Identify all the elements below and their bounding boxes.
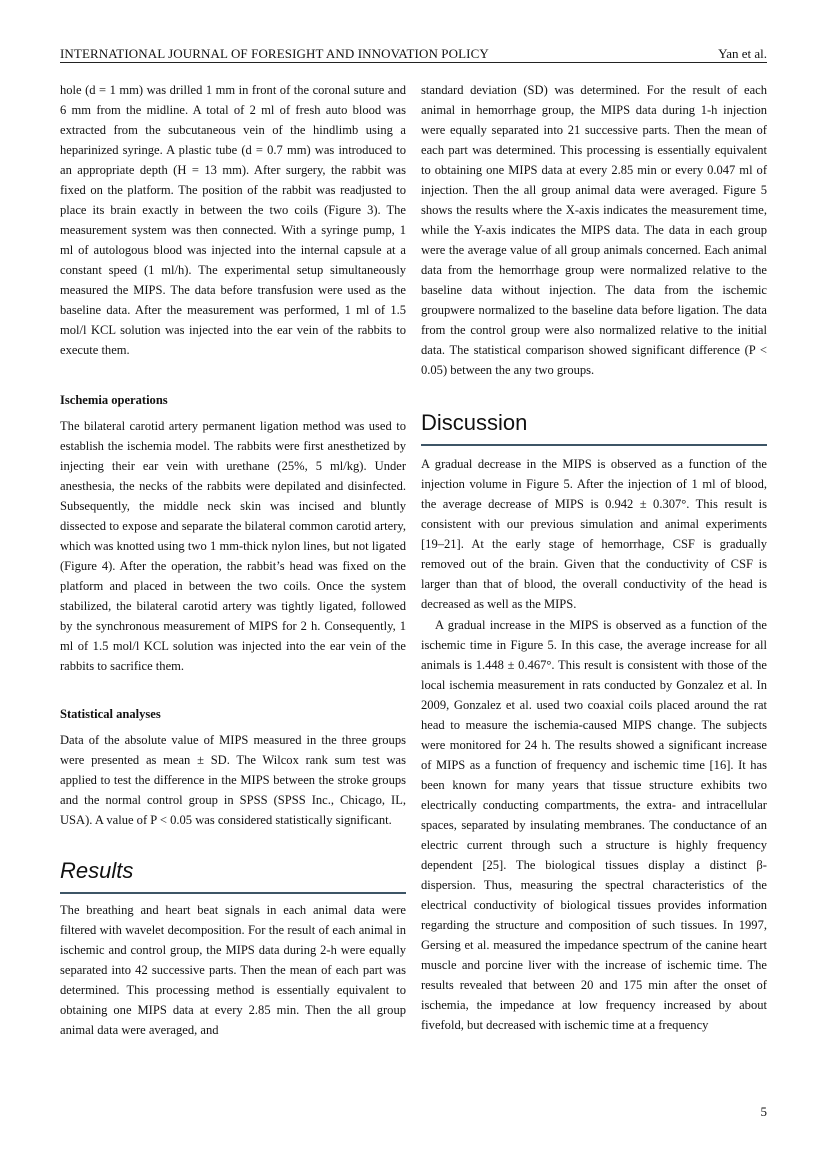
running-header xyxy=(60,40,767,63)
discussion-paragraph-hemorrhage: A gradual decrease in the MIPS is observed as a function of the injection volume in Figure 5. After the injection of 1 ml of blood, the average decrease of MIPS is 0.942 ± 0.307°. This result is consistent with our previous simulation and animal experiments [19–21]. At the early stage of hemorrhage, CSF is gradually removed out of the brain. Given that the conductivity of CSF is larger than that of blood, the overall conductivity of the head is decreased as well as the MIPS. xyxy=(421,457,767,611)
methods-paragraph-hemorrhage: hole (d = 1 mm) was drilled 1 mm in front of the coronal suture and 6 mm from the midline. A total of 2 ml of fresh auto blood was extracted from the subcutaneous vein of the hindlimb using a heparinized syringe. A plastic tube (d = 0.7 mm) was introduced to an appropriate depth (H = 13 mm). After surgery, the rabbit was fixed on the platform. The position of the rabbit was readjusted to place its brain exactly in between the two coils (Figure 3). The measurement system was then connected. With a syringe pump, 1 ml of autologous blood was injected into the internal capsule at a constant speed (1 ml/h). The experimental setup simultaneously measured the MIPS. The data before transfusion were used as the baseline data. After the measurement was performed, 1 ml of 1.5 mol/l KCL solution was injected into the ear vein of the rabbits to execute them. xyxy=(60,83,406,357)
left-column xyxy=(60,80,406,1040)
discussion-paragraph-ischemia: A gradual increase in the MIPS is observed as a function of the ischemic time in Figure 5. In this case, the average increase for all animals is 1.448 ± 0.467°. This result is consistent with those of the local ischemia measurement in rats conducted by Gonzalez et al. In 2009, Gonzalez et al. used two coaxial coils placed around the rat head to measure the ischemia-caused MIPS change. The subjects were monitored for 24 h. The results showed a significant increase of MIPS as a function of frequency and ischemic time [16]. It has been known for many years that tissue structure exhibits two electrically conducting compartments, the extra- and intracellular spaces, separated by insulating membranes. The conductance of an electric current through such a structure is highly frequency dependent [25]. The biological tissues display a distinct β-dispersion. Thus, measuring the spectral characteristics of the electrical conductivity of biological tissues provides information regarding the structure and composition of such tissues. In 1997, Gersing et al. measured the impedance spectrum of the canine heart muscle and porcine liver with the increase of ischemic time. The results revealed that between 20 and 175 min after the onset of ischemia, the impedance at low frequency increased by about fivefold, but decreased with ischemic time at a frequency xyxy=(421,618,767,1032)
subsection-heading-ischemia: Ischemia operations xyxy=(60,393,168,407)
results-paragraph: The breathing and heart beat signals in each animal data were filtered with wavelet decomposition. For the result of each animal in ischemic and control group, the MIPS data during 2-h were equally separated into 42 successive parts. Then the mean of each part was determined. This processing method is essentially equivalent to obtaining one MIPS data at every 2.85 min. Then the all group animal data were averaged, and xyxy=(60,903,406,1037)
methods-paragraph-ischemia: The bilateral carotid artery permanent ligation method was used to establish the ischemia model. The rabbits were first anesthetized by injecting their ear vein with urethane (25%, 5 ml/kg). Under anesthesia, the necks of the rabbits were depilated and disinfected. Subsequently, the middle neck skin was incised and bluntly dissected to expose and separate the bilateral common carotid artery, which was knotted using two 1 mm-thick nylon lines, but not ligated (Figure 4). After the operation, the rabbit’s head was fixed on the platform and placed in between the two coils. Once the system stabilized, the bilateral carotid artery was tightly ligated, followed by the synchronous measurement of MIPS for 2 h. Consequently, 1 ml of 1.5 mol/l KCL solution was injected into the ear vein of the rabbits to sacrifice them. xyxy=(60,419,406,673)
subsection-heading-statistics: Statistical analyses xyxy=(60,707,161,721)
section-heading-results: Results xyxy=(60,858,406,894)
results-paragraph-continued: standard deviation (SD) was determined. For the result of each animal in hemorrhage group, the MIPS data during 1-h injection were equally separated into 21 successive parts. Then the mean of each part was determined. This processing is essentially equivalent to obtaining one MIPS data at every 2.85 min or every 0.047 ml of injection. Then the all group animal data were averaged. Figure 5 shows the results where the X-axis indicates the measurement time, while the Y-axis indicates the MIPS data. The data in each group were the average value of all group animals concerned. Each animal data from the hemorrhage group were normalized relative to the baseline data without injection. The data from the ischemic groupwere normalized to the baseline data before ligation. The data from the control group were also normalized relative to the initial data. The statistical comparison showed significant difference (P < 0.05) between the any two groups. xyxy=(421,83,767,377)
author-running-head: Yan et al. xyxy=(718,46,767,61)
methods-paragraph-statistics: Data of the absolute value of MIPS measured in the three groups were presented as mean ± SD. The Wilcox rank sum test was applied to test the difference in the MIPS between the stroke groups and the normal control group in SPSS (SPSS Inc., Chicago, IL, USA). A value of P < 0.05 was considered statistically significant. xyxy=(60,733,406,827)
right-column xyxy=(421,80,767,1035)
journal-title: INTERNATIONAL JOURNAL OF FORESIGHT AND INNOVATION POLICY xyxy=(60,46,489,61)
section-heading-discussion: Discussion xyxy=(421,410,767,446)
page-number: 5 xyxy=(760,1104,767,1119)
